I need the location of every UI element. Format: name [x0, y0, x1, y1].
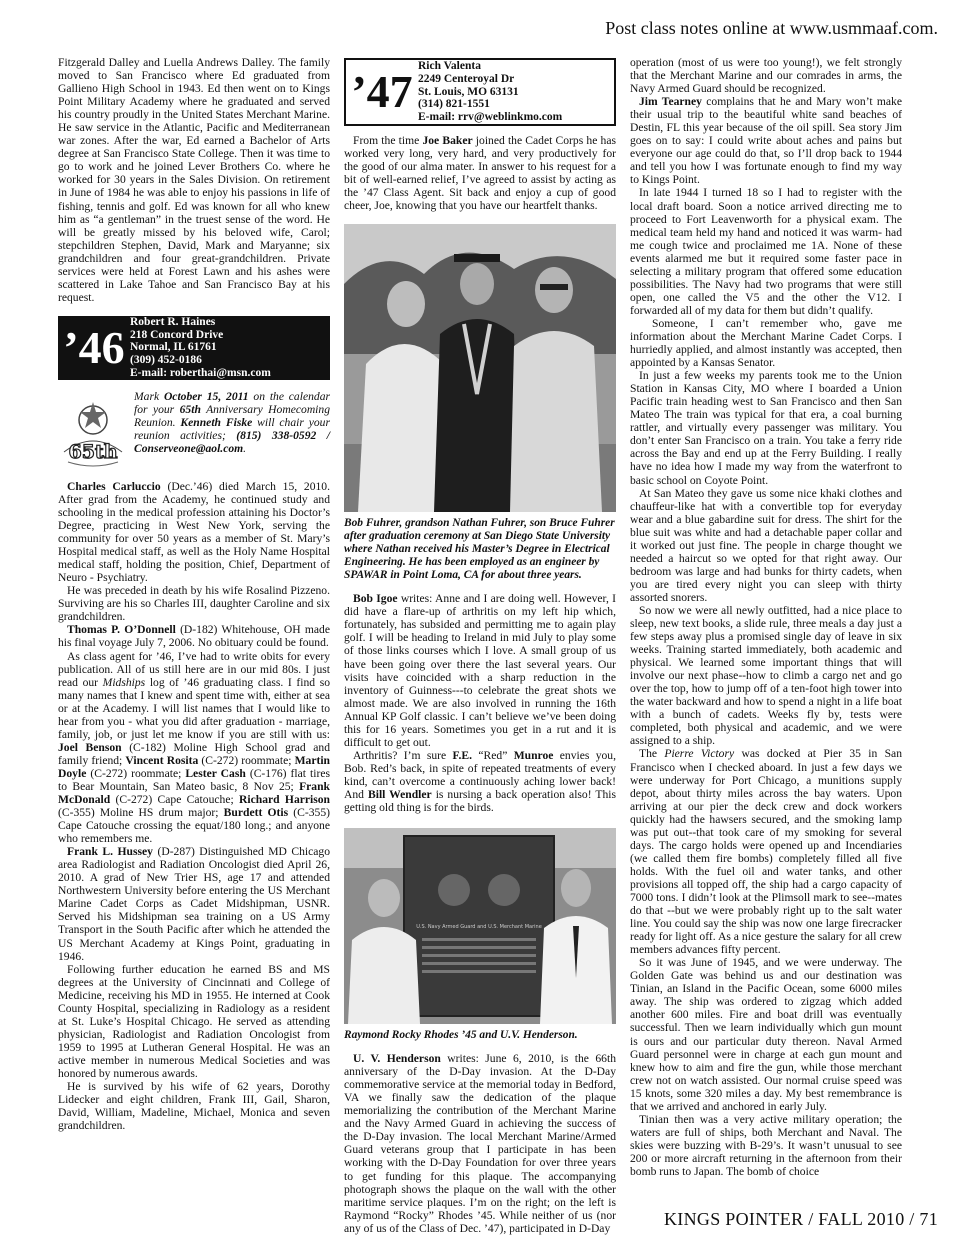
- igoe-paragraph: Bob Igoe writes: Anne and I are doing well. However, I did have a flare-up of arthritis on my left hip which, fortunately, has subsided and permitting me to again play golf. I will be heading to Ireland in mid July to play some of those links courses which I love. A small group of us have been going over there the last several years. Our visits have coincided with a sharp reduction in the inventory of Guinness---to celebrate the great shots we almost made. We are also involved in running the 16th Annual KP Golf classic. I can’t believe we’ve been doing this for 16 years. Sometimes you get in a rut and it is difficult to get out.: [344, 592, 616, 749]
- reunion-notice: [58, 390, 330, 470]
- class-47-agent-box: [344, 58, 616, 126]
- tearney-tinian-paragraph: So it was June of 1945, and we were underway. The Golden Gate was behind us and our destination was Tinian, an Island in the Pacific Ocean, some 6000 miles away. The ship was ordered to zigzag which added another 600 miles. Fire and boat drill was eventually successful. Then we learn individually which gun mount is ours and our particular duty thereon. Naval Armed Guard personnel were in charge at each gun mount and knew how to aim and fire the gun, while those merchant crew not on watch assisted. Our normal cruise speed was 15 knots, some 320 miles a day. My best remembrance is that we arrived and anchored in early July.: [630, 956, 902, 1113]
- agent-phone: (309) 452-0186: [130, 354, 202, 367]
- tearney-pierre-victory-paragraph: The Pierre Victory was docked at Pier 35 in San Francisco when I checked aboard. In just a few days we were underway for Port Chicago, a munitions supply depot, about thirty miles across the bay waters. Upon arriving at our pier the deck crew and dock workers quickly had the hawsers secured, and the smoking lamp was put out--that took care of my smoking for several days. The cargo holds were opened up and Incendiaries (we called them fire bombs) completely filled all five holds. With the fuel oil and water tanks, and other provisions all topped off, the ship had a cargo capacity of 7000 tons. I didn’t look at the Plimsoll mark to see--mates do that --but we were probably right up to the salt water line. You could say the ship was now one large firecracker ready for light off. As a nice gesture the salary for all crew members advances fifty percent.: [630, 747, 902, 957]
- anniversary-seal-icon: [58, 390, 128, 470]
- henderson-continued: operation (most of us were too young!), we felt strongly that the Merchant Marine and our comrades in arms, the Navy Armed Guard should be recognized.: [630, 56, 902, 96]
- header-note: Post class notes online at www.usmmaaf.com.: [605, 18, 938, 38]
- column-2: [344, 56, 616, 1235]
- class-agent-paragraph: As class agent for ’46, I’ve had to write obits for every publication. All of us still here are in our mid 80s. I just read our Midships log of ’46 graduating class. I find so many names that I knew and spent time with, either at sea or at the Academy. I will list names that I would like to hear from you - what you did after graduation - marriage, family, job, or just let me know if you are still with us: Joel Benson (C-182) Moline High School grad and family friend; Vincent Rosita (C-272) roommate; Martin Doyle (C-272) roommate; Lester Cash (C-176) flat tires to Bear Mountain, San Mateo basic, 8 Nov 25; Frank McDonald (C-272) Cape Catouche; Richard Harrison (C-355) Moline HS drum major; Burdett Otis (C-355) Cape Catouche crossing the equat/180 long.; and anyone who remembers me.: [58, 649, 331, 846]
- class-year: ’46: [63, 321, 125, 373]
- baker-paragraph: From the time Joe Baker joined the Cadet Corps he has worked very long, very hard, and very productively for the good of our alma mater. In answer to his request for a bit of well-earned relief, I’ve agreed to assist by acting as the ’47 Class Agent. Sit back and enjoy a cup of good cheer, Joe, knowing that you have our heartfelt thanks.: [344, 134, 616, 213]
- dalley-obituary-text: Fitzgerald Dalley and Luella Andrews Dalley. The family moved to San Francisco where Ed graduated from Gallieno High School in 1943. Ed then went on to Kings Point Military Academy where he graduated and served his country proudly in the United States Merchant Marine. He saw service in the Atlantic, Pacific and Mediterranean war zones. After the war, Ed earned a Bachelor of Arts degree at San Francisco State College. Then it was time to go to work and he joined Lever Brothers Co. where he worked for 30 years in the Sales Division. On retirement in June of 1984 he was able to enjoy his passions in life of fishing, tennis and golf. Ed was known for all who knew him as “a gentleman” in the truest sense of the word. He will be greatly missed by his beloved wife, Carol; stepchildren Stephen, David, Mark and Maryanne; six grandchildren and four great-grandchildren. Private services were held at Forest Lawn and his ashes were scattered in Lake Tahoe and San Francisco Bay at his request.: [58, 56, 330, 304]
- henderson-paragraph: U. V. Henderson writes: June 6, 2010, is the 66th anniversary of the D-Day invasion. At the D-Day commemorative service at the memorial today in Bedford, VA we finally saw the dedication of the plaque memorializing the contribution of the Merchant Marine and the Navy Armed Guard in achieving the success of the D-Day invasion. The local Merchant Marine/Armed Guard veterans group that I participate in has been working with the D-Day Foundation for over three years to get funding for this plaque. The accompanying photograph shows the plaque on the wall with the other maritime service plaques. I’m on the right; on the left is Raymond “Rocky” Rhodes ’45. While neither of us (nor any of us of the Class of Dec. ’47), participated in D-Day: [344, 1052, 616, 1235]
- seal-text: 65th: [68, 440, 118, 463]
- photo-caption-henderson: Raymond Rocky Rhodes ’45 and U.V. Henderson.: [344, 1029, 578, 1042]
- agent-city: Normal, IL 61761: [130, 341, 217, 354]
- plaque-text: U.S. Navy Armed Guard and U.S. Merchant Marine: [416, 924, 542, 931]
- tearney-draft-paragraph: In late 1944 I turned 18 so I had to register with the local draft board. Soon a notice arrived directing me to proceed to Fort Leavenworth for a physical exam. The medical team held my hand and noticed it was warm- had me cough twice and proclaimed me 1A. None of these events alarmed me but it required some faster pace in selecting a military program that offered some education possibilities. The Navy had two programs that were still open, one called the V5 and the other the V12. I forwarded all of my data for them but didn’t qualify.: [630, 186, 902, 317]
- agent-email: E-mail: roberthai@msn.com: [130, 367, 271, 380]
- odonnell-obituary: Thomas P. O’Donnell (D-182) Whitehouse, OH made his final voyage July 7, 2006. No obituary could be found.: [58, 623, 330, 650]
- agent-contact: [418, 60, 562, 124]
- tearney-san-mateo-paragraph: At San Mateo they gave us some nice khaki clothes and chauffeur-like hat with a convertible top for everyday wear and a blue gabardine suit for dress. The shirt for the blue suit was white and had a detachable paper collar and it worked out just fine. The people in charge thought we needed a haircut so we opted for that right away. Our bedroom was large and had bunks for thirty cadets, when you are tired every night you can sleep with thirty assorted snorers.: [630, 486, 902, 604]
- carluccio-obituary-2: He was preceded in death by his wife Rosalind Pizzeno. Surviving are his so Charles III, daughter Caroline and six grandchildren.: [58, 584, 330, 624]
- tearney-cadet-corps-paragraph: Someone, I can’t remember who, gave me information about the Merchant Marine Cadet Corps. I hurriedly applied, and almost instantly was accepted, then appointed by a Kansas Senator.: [630, 316, 902, 370]
- tearney-train-paragraph: In just a few weeks my parents took me to the Union Station in Kansas City, MO where I boarded a Union Pacific train heading west to San Francisco and then San Mateo The train was typical for that era, a coal burning rattler, and virtually every passenger was military. You don’t enter San Francisco on a train. You take a ferry ride across the Bay and end up at the Ferry Building. I really have no idea how I made my way from the waterfront to basic school on Coyote Point.: [630, 369, 902, 487]
- hussey-obituary-3: He is survived by his wife of 62 years, Dorothy Lidecker and eight children, Frank III, Gail, Sharon, David, William, Madeline, Michael, Monica and seven grandchildren.: [58, 1080, 330, 1133]
- agent-contact: [130, 316, 271, 380]
- column-1: [58, 56, 330, 1132]
- agent-street: 218 Concord Drive: [130, 328, 224, 341]
- agent-name: Rich Valenta: [418, 60, 481, 72]
- agent-city: St. Louis, MO 63131: [418, 85, 519, 98]
- fuhrer-family-photo: [344, 224, 616, 512]
- hussey-obituary-2: Following further education he earned BS and MS degrees at the University of Cincinnati and College of Medicine, receiving his MD in 1955. He interned at Cook County Hospital, specializing in Radiology as a resident at St. Luke’s Hospital Chicago. He served as attending physician, Radiologist and Radiation Oncologist from 1959 to 1995 at Lutheran General Hospital. He was an active member in numerous Medical Societies and was honored by numerous awards.: [58, 962, 330, 1080]
- class-year: ’47: [351, 66, 413, 117]
- agent-street: 2249 Centeroyal Dr: [418, 72, 515, 85]
- hussey-obituary: Frank L. Hussey (D-287) Distinguished MD Chicago area Radiologist and Radiation Oncologist died April 26, 2010. A grad of New Trier HS, age 17 and attended Northwestern University before entering the US Merchant Marine Cadet Corps as Cadet Midshipman, USNR. Served his Midshipman sea training on a US Army Transport in the South Pacific after which he attended the US Merchant Academy at Kings Point, graduating in 1946.: [58, 845, 331, 963]
- reunion-text: Mark October 15, 2011 on the calendar for your 65th Anniversary Homecoming Reunion. Kenneth Fiske will chair your reunion activities; (815) 338-0592 / Conserveone@aol.com.: [134, 389, 331, 455]
- agent-phone: (314) 821-1551: [418, 98, 490, 111]
- tearney-paragraph: Jim Tearney complains that he and Mary won’t make their usual trip to the beautiful white sand beaches of Destin, FL this year because of the oil spill. Sea story Jim goes on to say: I could write about aches and pains but everyone our age could do that, so I’ll drop back to 1944 and tell you how I was fortunate enough to find my way to Kings Point.: [630, 95, 903, 187]
- column-3: [630, 56, 902, 1178]
- carluccio-obituary: Charles Carluccio (Dec.’46) died March 15, 2010. After grad from the Academy, he continued study and schooling in the medical profession attaining his Doctor’s Degree, practicing in West New York, serving the community for over 50 years as a member of St. Mary’s Hospital medical staff, as well as the Holy Name Hospital medical staff, holding the position, Chief, Department of Neuro - Psychiatry.: [58, 479, 331, 585]
- agent-name: Robert R. Haines: [130, 315, 216, 328]
- igoe-reply: Arthritis? I’m sure F.E. “Red” Munroe envies you, Bob. Red’s back, in spite of repeated treatments of every kind, can’t overcome a continuously aching lower back! And Bill Wendler is nursing a back operation also! This getting old thing is for the birds.: [344, 748, 616, 815]
- class-46-agent-box: [58, 316, 330, 380]
- d-day-plaque-photo: [344, 828, 616, 1024]
- tearney-tinian-operations-paragraph: Tinian then was a very active military operation; the waters are full of ships, both Merchant and Naval. The skies were buzzing with B-29’s. It wasn’t unusual to see 200 or more aircraft returning in the afternoon from their bomb runs to Japan. The bomb of choice: [630, 1112, 902, 1178]
- photo-caption-fuhrer: Bob Fuhrer, grandson Nathan Fuhrer, son Bruce Fuhrer after graduation ceremony at San Diego State University where Nathan received his Master’s Degree in Electrical Engineering. He has been employed as an engineer by SPAWAR in Point Loma, CA for about three years.: [344, 517, 615, 582]
- tearney-training-paragraph: So now we were all newly outfitted, had a nice place to sleep, new text books, a slide rule, three meals a day just a few steps away plus a promised single day of leave in six weeks. Training started immediately, both academic and physical. We learned some important things that will involve our next phase--how to climb a cargo net and go over the top, how to jump off of a ten-foot high tower into the water backward and how to spend a night in a life boat with a bunch of cadets. Weeks fly by, tests were completed, both physical and academic, and we were assigned to a ship.: [630, 603, 902, 748]
- agent-email: E-mail: rrv@weblinkmo.com: [418, 111, 563, 124]
- footer-page-info: KINGS POINTER / FALL 2010 / 71: [664, 1209, 938, 1229]
